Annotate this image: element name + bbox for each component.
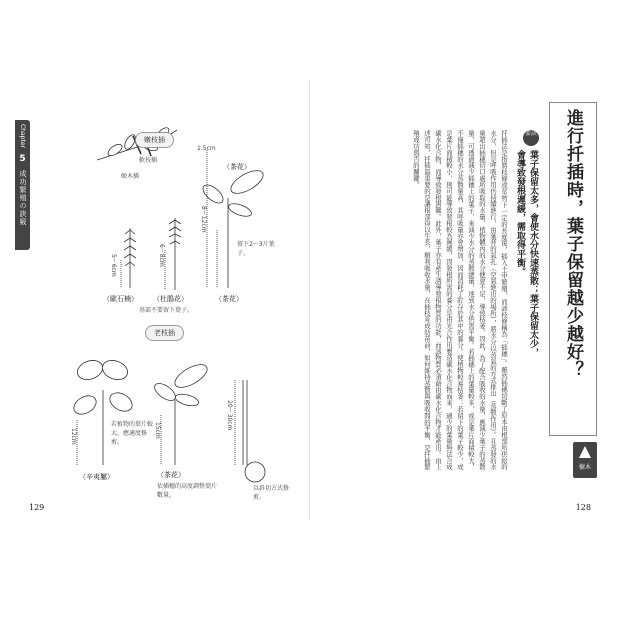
left-page (15, 80, 310, 520)
page-title: 進行扦插時，葉子保留越少越好？ (563, 109, 583, 379)
chapter-word: Chapter (19, 124, 26, 148)
category-label: 樹木 (578, 464, 591, 471)
body-text: 扦插法是指將枝條或莖剪下一定的長度後，插入土中繁殖，而該枝條稱為「插穗」。雖然插穗切斷了原本由根部所供給的水分，但是呼吸作用仍持續進行，由葉背的氣孔（空氣進出的場所），將水分以蒸氣的方式排出（蒸散作用）。且蒸發的水量超出插穗切口處所吸取的水量，植物體內的水分便會不足，導致枯萎。因此，為了配合吸收的水量，應減少葉子的蒸散量，可透過減少插穗上的葉子，來減少水分的蒸散總量，達到水分供需平衡。若插穗上的葉量較多，或是葉片面積較大，不僅插穗的水分蒸散量高，其呼吸量亦會增加，因而消耗了貯存於其中的養分。使植物較易枯萎；若留下的葉子較少，或是葉片面積較小，則可能導致發根較為遲緩，因發根所需的養分是由光合作用製造碳水化合物而來，過少的葉量無法合成碳水化合物，而導致發根困難。此外，葉子亦有產生誘導發根物質的功能，而該物質必須藉由碳水化合物才能產出。由上述可知，扦插最重要的是讓根部得以生長，順利吸收水量，在插枝育成幼苗前，如何維持蒸散與吸收間的平衡，是扦插繁殖成功與否的關鍵。 (412, 130, 508, 470)
note-magnolia: 若植物的葉片較大，應適度修剪。 (111, 421, 154, 446)
note-hardwood: 以斜切方式修剪。 (253, 485, 290, 501)
cut-detail-circle (245, 462, 265, 482)
hard-branch-label: 硬木插 (121, 173, 140, 180)
page-number-right: 128 (575, 503, 591, 512)
measure-camellia: 8～12cm (200, 206, 207, 233)
leaf-icon (106, 142, 124, 158)
measure-hardwood: 20～30cm (226, 400, 233, 431)
page-number-left: 129 (29, 503, 45, 512)
plant-name-camellia: （茶花） (215, 295, 243, 303)
measure-camellia-old: 15cm (154, 422, 161, 439)
measure-azalea: 6～8cm (158, 244, 165, 267)
right-page (310, 80, 605, 520)
title-box (549, 102, 597, 436)
tree-icon (579, 446, 591, 458)
chapter-number: 5 (19, 154, 26, 164)
chapter-title: 成功繁殖の訣竅 (19, 170, 27, 226)
young-cutting-header: 嫩枝插 (135, 132, 174, 148)
plant-name-azalea: （杜鵑花） (153, 295, 188, 303)
note-azalea: 基部不要留下葉子。 (139, 307, 194, 314)
category-tag (573, 442, 597, 478)
plant-name-magnolia: （辛夷屬） (79, 473, 114, 481)
tender-branch-label: 軟枝插 (139, 157, 158, 164)
plant-name-camellia-old: （茶花） (157, 471, 185, 479)
length-label: 1.5cm (197, 145, 216, 152)
measure-magnolia: 12cm (70, 428, 77, 445)
old-cutting-header: 老枝插 (145, 325, 184, 341)
note-camellia-old: 依插穗的高度調整葉片數量。 (157, 483, 218, 499)
note-camellia: 留下2～3片葉子。 (237, 241, 275, 257)
book-spread (15, 80, 605, 520)
summary-text: 葉子保留太多，會使水分快速蒸散；葉子保留太少，會導致發根遲緩，需取得平衡。 (515, 150, 538, 357)
summary-badge: 要訣 (523, 130, 539, 146)
plant-name-heather: （歐石楠） (103, 295, 138, 303)
plant-name-camellia-top: （茶花） (223, 163, 251, 171)
measure-heather: 5～6cm (110, 254, 117, 277)
